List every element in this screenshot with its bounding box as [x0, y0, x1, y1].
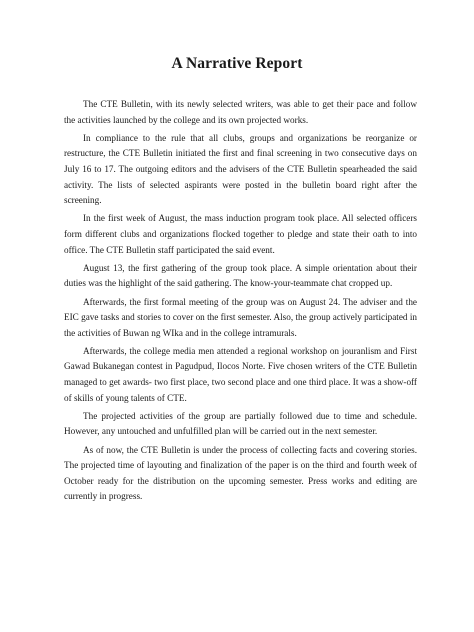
paragraph-5: Afterwards, the first formal meeting of the group was on August 24. The adviser and the EIC gave tasks and stories to cover on the first semester. Also, the group actively participated in the activities of Buwan ng WIka and in the college intramurals. — [64, 296, 417, 338]
paragraph-8: As of now, the CTE Bulletin is under the process of collecting facts and covering stories. The projected time of layouting and finalization of the paper is on the third and fourth week of October ready for the distribution on the upcoming semester. Press works and editing are currently in progress. — [64, 444, 417, 502]
paragraph-2: In compliance to the rule that all clubs, groups and organizations be reorganize or restructure, the CTE Bulletin initiated the first and final screening in two consecutive days on July 16 to 17. The outgoing editors and the advisers of the CTE Bulletin spearheaded the said activity. The lists of selected aspirants were posted in the bulletin board right after the screening. — [64, 132, 417, 206]
paragraph-3: In the first week of August, the mass induction program took place. All selected officers form different clubs and organizations flocked together to pledge and state their oath to into office. The CTE Bulletin staff participated the said event. — [64, 213, 417, 255]
document-title: A Narrative Report — [171, 55, 303, 72]
paragraph-1: The CTE Bulletin, with its newly selected writers, was able to get their pace and follow the activities launched by the college and its own projected works. — [64, 99, 417, 125]
document-body — [64, 97, 417, 508]
paragraph-4: August 13, the first gathering of the group took place. A simple orientation about their duties was the highlight of the said gathering. The know-your-teammate chat cropped up. — [64, 262, 417, 289]
paragraph-7: The projected activities of the group are partially followed due to time and schedule. However, any untouched and unfulfilled plan will be carried out in the next semester. — [64, 410, 417, 437]
paragraph-6: Afterwards, the college media men attended a regional workshop on jouranlism and First Gawad Bukanegan contest in Pagudpud, Ilocos Norte. Five chosen writers of the CTE Bulletin managed to get awards- two first place, two second place and one third place. It was a show-off of skills of young talents of CTE. — [64, 345, 417, 403]
